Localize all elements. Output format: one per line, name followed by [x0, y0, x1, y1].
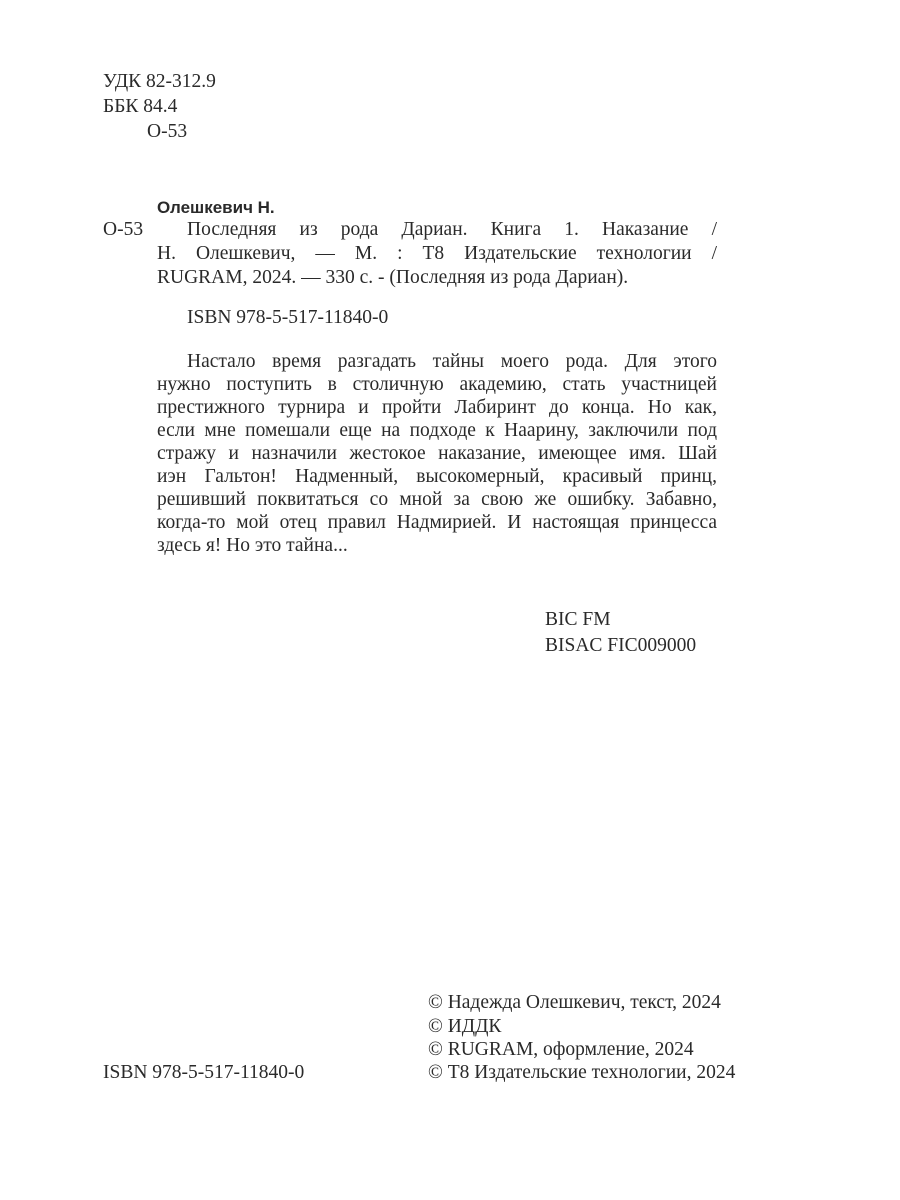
- record-author-mark: О-53: [103, 219, 144, 240]
- author-mark: О-53: [147, 121, 188, 142]
- author-name: Олешкевич Н.: [157, 198, 275, 217]
- record-line: Последняя из рода Дариан. Книга 1. Наказание /: [187, 219, 717, 240]
- annotation-line: иэн Гальтон! Надменный, высокомерный, красивый принц,: [157, 466, 717, 487]
- record-line: Н. Олешкевич, — М. : Т8 Издательские технологии /: [157, 243, 717, 264]
- annotation-line: если мне помешали еще на подходе к Наарину, заключили под: [157, 420, 717, 441]
- copyright-line: © Т8 Издательские технологии, 2024: [428, 1062, 736, 1083]
- copyright-line: © ИДДК: [428, 1016, 502, 1037]
- bbk-code: ББК 84.4: [103, 96, 178, 117]
- annotation-line: стражу и назначили жестокое наказание, имеющее имя. Шай: [157, 443, 717, 464]
- annotation-line: здесь я! Но это тайна...: [157, 535, 348, 556]
- record-isbn: ISBN 978-5-517-11840-0: [187, 307, 389, 328]
- footer-isbn: ISBN 978-5-517-11840-0: [103, 1062, 305, 1083]
- copyright-line: © Надежда Олешкевич, текст, 2024: [428, 992, 721, 1013]
- copyright-line: © RUGRAM, оформление, 2024: [428, 1039, 694, 1060]
- annotation-line: решивший поквитаться со мной за свою же ошибку. Забавно,: [157, 489, 717, 510]
- annotation-line: престижного турнира и пройти Лабиринт до конца. Но как,: [157, 397, 717, 418]
- record-line: RUGRAM, 2024. — 330 с. - (Последняя из рода Дариан).: [157, 267, 629, 288]
- annotation-line: Настало время разгадать тайны моего рода. Для этого: [187, 351, 717, 372]
- bisac-code: BISAC FIC009000: [545, 635, 697, 656]
- annotation-line: нужно поступить в столичную академию, стать участницей: [157, 374, 717, 395]
- annotation-line: когда-то мой отец правил Надмирией. И настоящая принцесса: [157, 512, 717, 533]
- udk-code: УДК 82-312.9: [103, 71, 216, 92]
- bic-code: BIC FM: [545, 609, 611, 630]
